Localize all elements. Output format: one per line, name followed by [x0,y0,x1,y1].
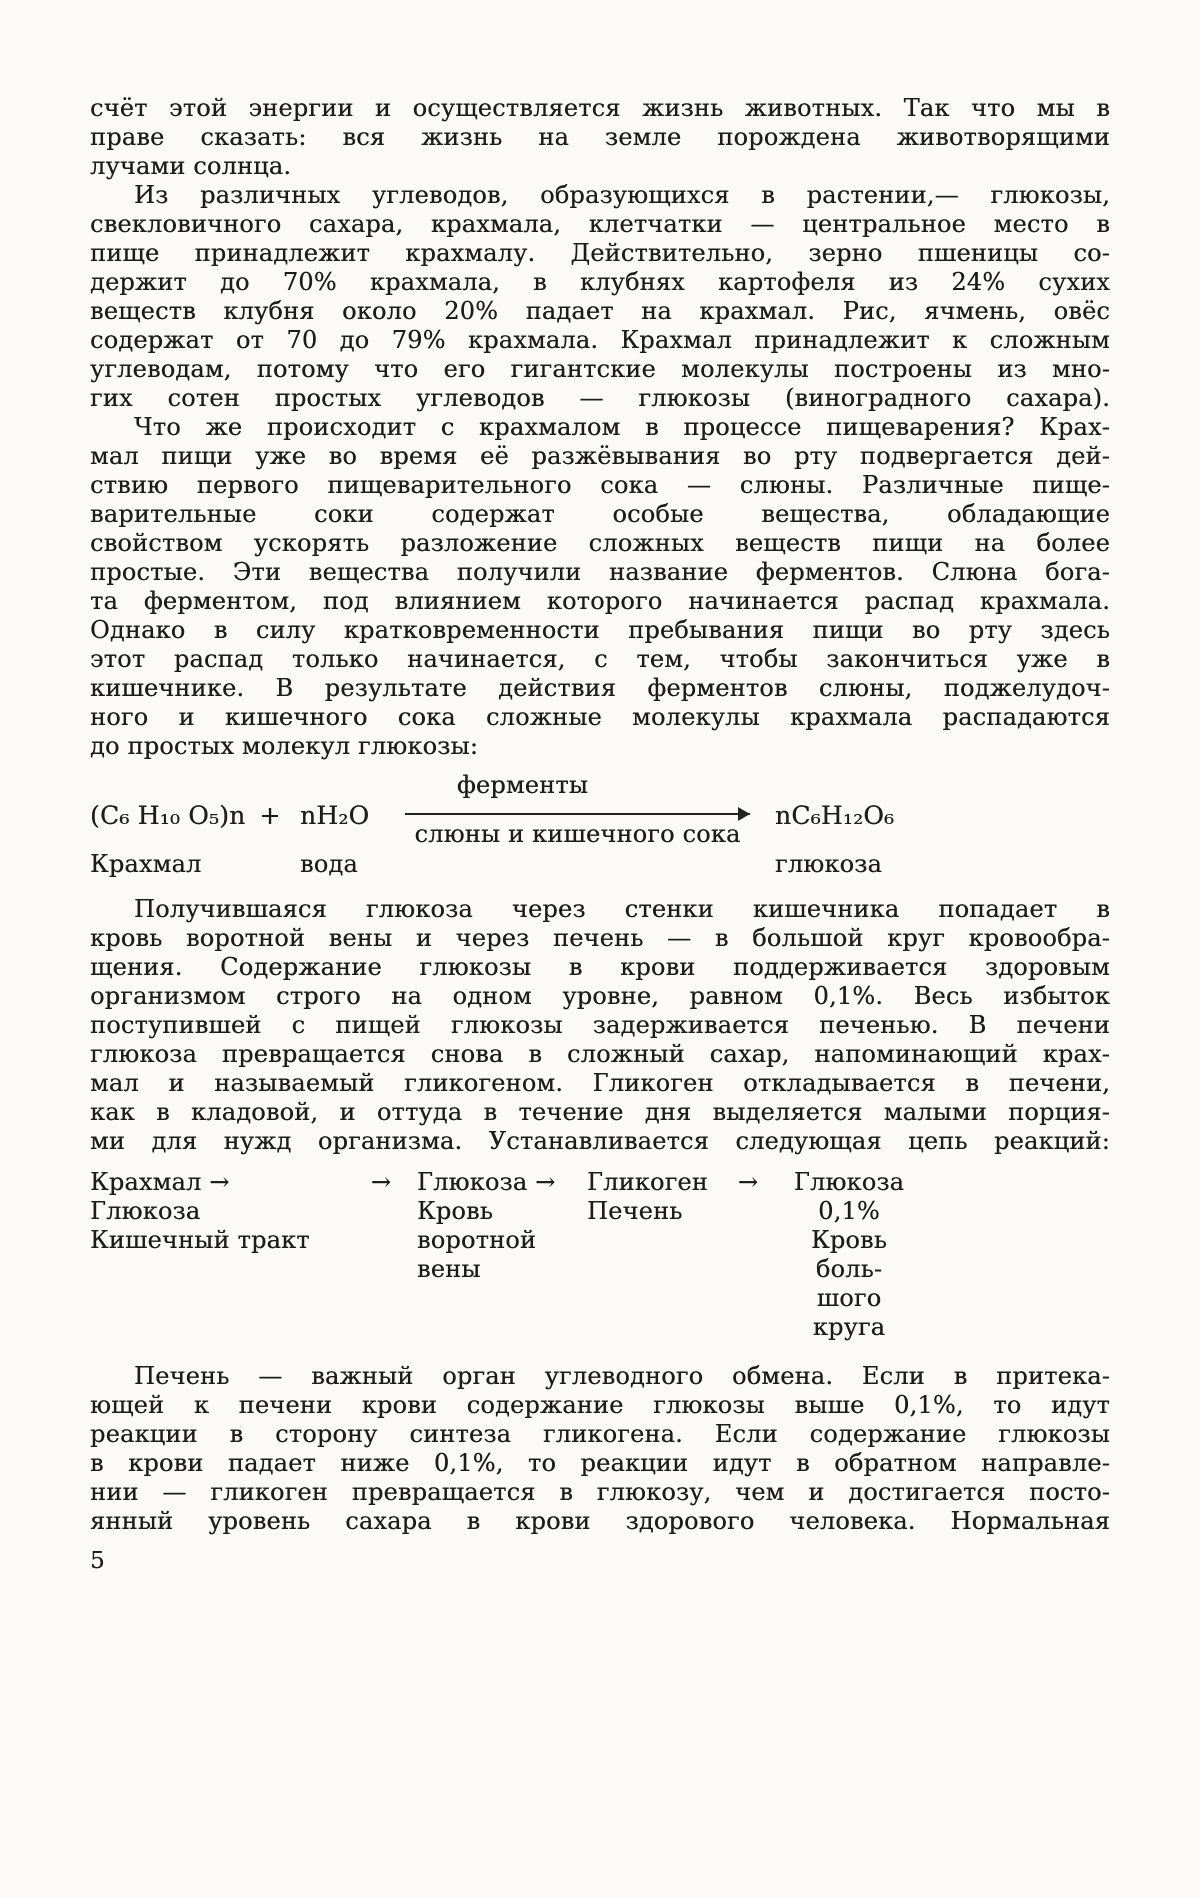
chain-col-arrow-2 [712,1168,784,1342]
chain-sublabel-group [784,1197,914,1342]
chain-sublabel: шого круга [812,1284,886,1341]
chain-sublabel: Печень [587,1197,683,1225]
paragraph-digestion [90,413,1110,761]
text-line: свекловичного сахара, крахмала, клетчатки — центральное место в [90,210,1110,238]
text-line: держит до 70% крахмала, в клубнях картофеля из 24% сухих [90,268,1110,296]
chain-sublabel: Кровь боль- [811,1226,887,1283]
paragraph-starch-in-food [90,181,1110,413]
text-line: углеводам, потому что его гигантские молекулы построены из мно- [90,355,1110,383]
text-line: гих сотен простых углеводов — глюкозы (виноградного сахара). [90,384,1110,412]
text-line: Из различных углеводов, образующихся в растении,— глюкозы, [134,181,1110,209]
text-line: ствию первого пищеварительного сока — слюны. Различные пище- [90,471,1110,499]
chain-sublabel-group [90,1226,345,1255]
chain-sublabel-group [587,1197,712,1226]
text-line: Однако в силу кратковременности пребывания пищи во рту здесь [90,616,1110,644]
right-arrow-icon: → [737,1168,759,1196]
equation-reactant-water [300,771,405,879]
page-number: 5 [90,1548,105,1574]
chain-col-intestinal-tract [90,1168,345,1342]
chain-step: Глюкоза → [417,1168,556,1196]
chain-sublabel: Кишечный тракт [90,1226,310,1254]
text-line: в крови падает ниже 0,1%, то реакции идут в обратном направле- [90,1449,1110,1477]
reaction-chain [90,1168,1110,1342]
text-line: ющей к печени крови содержание глюкозы выше 0,1%, то идут [90,1391,1110,1419]
text-line: праве сказать: вся жизнь на земле порождена животворящими [90,123,1110,151]
text-line: реакции в сторону синтеза гликогена. Если содержание глюкозы [90,1420,1110,1448]
text-line: Печень — важный орган углеводного обмена. Если в притека- [134,1362,1110,1390]
paragraph-sun-energy [90,94,1110,181]
text-line: содержат от 70 до 79% крахмала. Крахмал принадлежит к сложным [90,326,1110,354]
text-line: кишечнике. В результате действия ферментов слюны, поджелудоч- [90,674,1110,702]
text-line: простые. Эти вещества получили название ферментов. Слюна бога- [90,558,1110,586]
chain-col-liver [577,1168,712,1342]
equation-reactant-starch [90,771,246,879]
text-line: лучами солнца. [90,152,292,180]
chain-col-portal-blood [417,1168,577,1342]
text-line: этот распад только начинается, с тем, чтобы закончиться уже в [90,645,1110,673]
text-line: пище принадлежит крахмалу. Действительно, зерно пшеницы со- [90,239,1110,267]
text-line: янный уровень сахара в крови здорового человека. Нормальная [90,1507,1110,1535]
formula-glucose: nC₆H₁₂O₆ [775,801,895,830]
text-line: веществ клубня около 20% падает на крахмал. Рис, ячмень, овёс [90,297,1110,325]
text-line: поступившей с пищей глюкозы задерживается печенью. В печени [90,1011,1110,1039]
label-glucose: глюкоза [775,850,882,878]
chemical-equation [90,771,920,879]
equation-plus [240,771,300,879]
text-line: Что же происходит с крахмалом в процессе пищеварения? Крах- [134,413,1110,441]
label-water: вода [300,850,358,878]
chain-col-arrow-1 [345,1168,417,1342]
chain-sublabel: 0,1% [818,1197,880,1225]
formula-water: nH₂O [300,801,370,830]
equation-arrow-group [405,771,750,879]
paragraph-glucose-blood [90,895,1110,1156]
text-line: нии — гликоген превращается в глюкозу, чем и достигается посто- [90,1478,1110,1506]
arrow-caption-bottom: слюны и кишечного сока [414,820,741,848]
text-line: как в кладовой, и оттуда в течение дня выделяется малыми порция- [90,1098,1110,1126]
chain-sublabel: Кровь [417,1197,493,1225]
paragraph-liver-function [90,1362,1110,1536]
chain-step: Гликоген [587,1168,708,1196]
text-line: Получившаяся глюкоза через стенки кишечника попадает в [134,895,1110,923]
text-line: мал и называемый гликогеном. Гликоген откладывается в печени, [90,1069,1110,1097]
text-line: свойством ускорять разложение сложных веществ пищи на более [90,529,1110,557]
plus-sign: + [259,801,281,830]
chain-sublabel: воротной [417,1226,537,1254]
chain-sublabel: вены [417,1255,481,1283]
equation-product-glucose [750,771,920,879]
text-line: ми для нужд организма. Устанавливается следующая цепь реакций: [90,1127,1110,1155]
text-line: кровь воротной вены и через печень — в большой круг кровообра- [90,924,1110,952]
text-line: та ферментом, под влиянием которого начинается распад крахмала. [90,587,1110,615]
text-line: щения. Содержание глюкозы в крови поддерживается здоровым [90,953,1110,981]
chain-col-systemic-blood [784,1168,914,1342]
reaction-arrow-icon [405,813,750,815]
chain-step: Крахмал → Глюкоза [90,1168,230,1225]
text-line: глюкоза превращается снова в сложный сахар, напоминающий крах- [90,1040,1110,1068]
chain-sublabel-group [417,1197,577,1284]
chain-step: Глюкоза [793,1168,905,1196]
formula-starch: (C₆ H₁₀ O₅)n [90,801,246,830]
text-line: до простых молекул глюкозы: [90,732,479,760]
label-starch: Крахмал [90,850,202,878]
text-line: варительные соки содержат особые вещества, обладающие [90,500,1110,528]
text-line: ного и кишечного сока сложные молекулы крахмала распадаются [90,703,1110,731]
right-arrow-icon: → [370,1168,392,1196]
text-line: мал пищи уже во время её разжёвывания во рту подвергается дей- [90,442,1110,470]
text-line: организмом строго на одном уровне, равном 0,1%. Весь избыток [90,982,1110,1010]
arrow-caption-top: ферменты [456,771,589,799]
text-line: счёт этой энергии и осуществляется жизнь животных. Так что мы в [90,94,1110,122]
